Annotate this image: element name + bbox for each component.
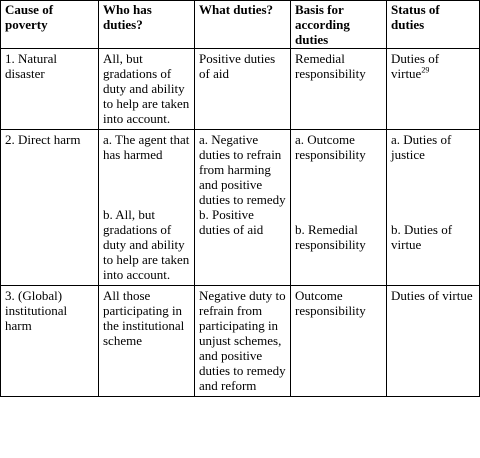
who-cell: All those participating in the institutional scheme bbox=[99, 286, 195, 397]
what-cell: Positive duties of aid bbox=[195, 49, 291, 130]
basis-part-a: a. Outcome responsibility bbox=[295, 132, 366, 162]
header-basis: Basis for according duties bbox=[291, 1, 387, 49]
table-row bbox=[1, 49, 480, 130]
basis-cell bbox=[291, 130, 387, 286]
status-cell bbox=[387, 49, 480, 130]
table-row bbox=[1, 286, 480, 397]
who-cell bbox=[99, 130, 195, 286]
footnote-marker: 29 bbox=[421, 65, 430, 75]
header-status: Status of duties bbox=[387, 1, 480, 49]
what-cell: Negative duty to refrain from participating in unjust schemes, and positive duties to remedy and reform bbox=[195, 286, 291, 397]
cause-cell: 2. Direct harm bbox=[1, 130, 99, 286]
table-header bbox=[1, 1, 480, 49]
who-part-b: b. All, but gradations of duty and ability to help are taken into account. bbox=[103, 207, 190, 282]
status-text: Duties of virtue bbox=[391, 51, 440, 81]
status-part-a: a. Duties of justice bbox=[391, 132, 452, 162]
basis-part-b: b. Remedial responsibility bbox=[295, 222, 366, 252]
who-cell: All, but gradations of duty and ability to help are taken into account. bbox=[99, 49, 195, 130]
header-row bbox=[1, 1, 480, 49]
what-cell bbox=[195, 130, 291, 286]
header-cause: Cause of poverty bbox=[1, 1, 99, 49]
status-cell bbox=[387, 130, 480, 286]
header-who: Who has duties? bbox=[99, 1, 195, 49]
status-part-b: b. Duties of virtue bbox=[391, 222, 453, 252]
cause-cell: 1. Natural disaster bbox=[1, 49, 99, 130]
basis-cell: Outcome responsibility bbox=[291, 286, 387, 397]
what-part-b: b. Positive duties of aid bbox=[199, 207, 264, 237]
who-part-a: a. The agent that has harmed bbox=[103, 132, 190, 162]
cause-cell: 3. (Global) institutional harm bbox=[1, 286, 99, 397]
header-what: What duties? bbox=[195, 1, 291, 49]
basis-cell: Remedial responsibility bbox=[291, 49, 387, 130]
what-part-a: a. Negative duties to refrain from harming and positive duties to remedy bbox=[199, 132, 286, 207]
table-body bbox=[1, 49, 480, 397]
status-cell: Duties of virtue bbox=[387, 286, 480, 397]
table-row bbox=[1, 130, 480, 286]
